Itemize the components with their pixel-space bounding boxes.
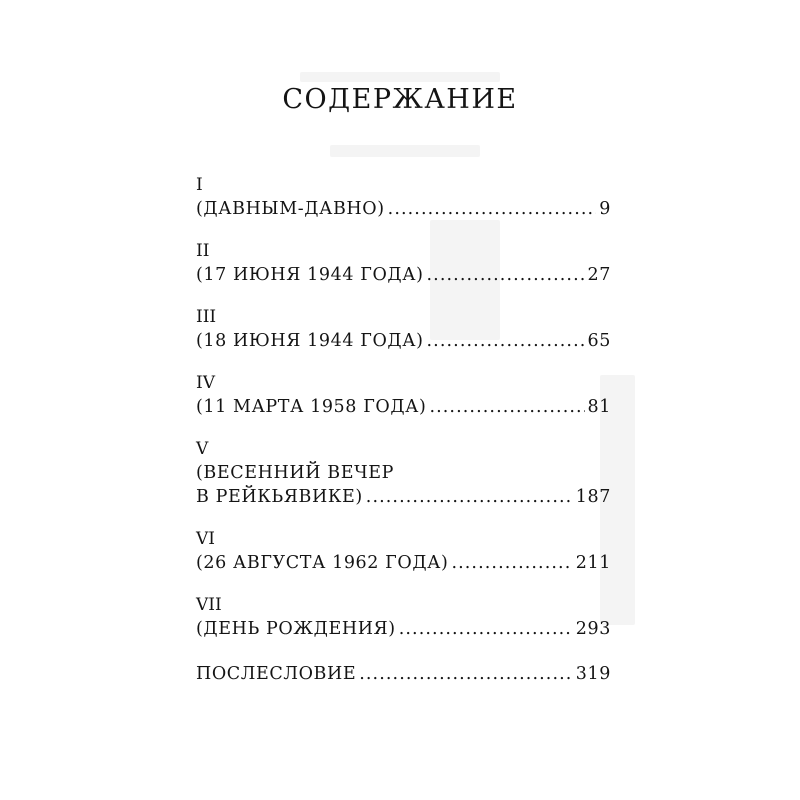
- toc-entry: [196, 395, 611, 419]
- chapter-title: (11 МАРТА 1958 ГОДА): [196, 397, 427, 417]
- chapter-title: (ДЕНЬ РОЖДЕНИЯ): [196, 619, 396, 639]
- toc-entry: [196, 263, 611, 287]
- dot-leader: [399, 617, 573, 641]
- toc-entry: [196, 617, 611, 641]
- page-number: 187: [575, 487, 611, 507]
- afterword-title: ПОСЛЕСЛОВИЕ: [196, 664, 357, 684]
- dot-leader: [388, 197, 597, 221]
- chapter-numeral: IV: [196, 373, 215, 393]
- chapter-numeral: V: [196, 439, 209, 459]
- toc-entry: [196, 329, 611, 353]
- page-number: 65: [587, 331, 611, 351]
- chapter-title: В РЕЙКЬЯВИКЕ): [196, 487, 363, 507]
- dot-leader: [427, 329, 585, 353]
- chapter-title: (18 ИЮНЯ 1944 ГОДА): [196, 331, 424, 351]
- chapter-title: (ДАВНЫМ-ДАВНО): [196, 199, 385, 219]
- dot-leader: [366, 485, 573, 509]
- toc-heading: СОДЕРЖАНИЕ: [282, 84, 518, 115]
- page-number: 211: [575, 553, 611, 573]
- dot-leader: [451, 551, 572, 575]
- chapter-numeral: III: [196, 307, 217, 327]
- dot-leader: [359, 662, 573, 686]
- page-number: 81: [587, 397, 611, 417]
- dot-leader: [427, 263, 585, 287]
- dot-leader: [429, 395, 584, 419]
- page-number: 27: [587, 265, 611, 285]
- page-number: 319: [575, 664, 611, 684]
- bleed-through-top: [300, 72, 500, 82]
- chapter-title: (26 АВГУСТА 1962 ГОДА): [196, 553, 449, 573]
- toc-entry-afterword: [196, 662, 611, 686]
- chapter-numeral: VI: [196, 529, 215, 549]
- chapter-numeral: II: [196, 241, 210, 261]
- toc-entry: [196, 485, 611, 509]
- chapter-numeral: VII: [196, 595, 222, 615]
- chapter-numeral: I: [196, 175, 203, 195]
- toc-entry: [196, 551, 611, 575]
- page-number: 9: [599, 199, 611, 219]
- toc-entry: [196, 197, 611, 221]
- page-number: 293: [575, 619, 611, 639]
- chapter-title: (17 ИЮНЯ 1944 ГОДА): [196, 265, 424, 285]
- chapter-title-line1: (ВЕСЕННИЙ ВЕЧЕР: [196, 463, 394, 483]
- bleed-through-title: [330, 145, 480, 157]
